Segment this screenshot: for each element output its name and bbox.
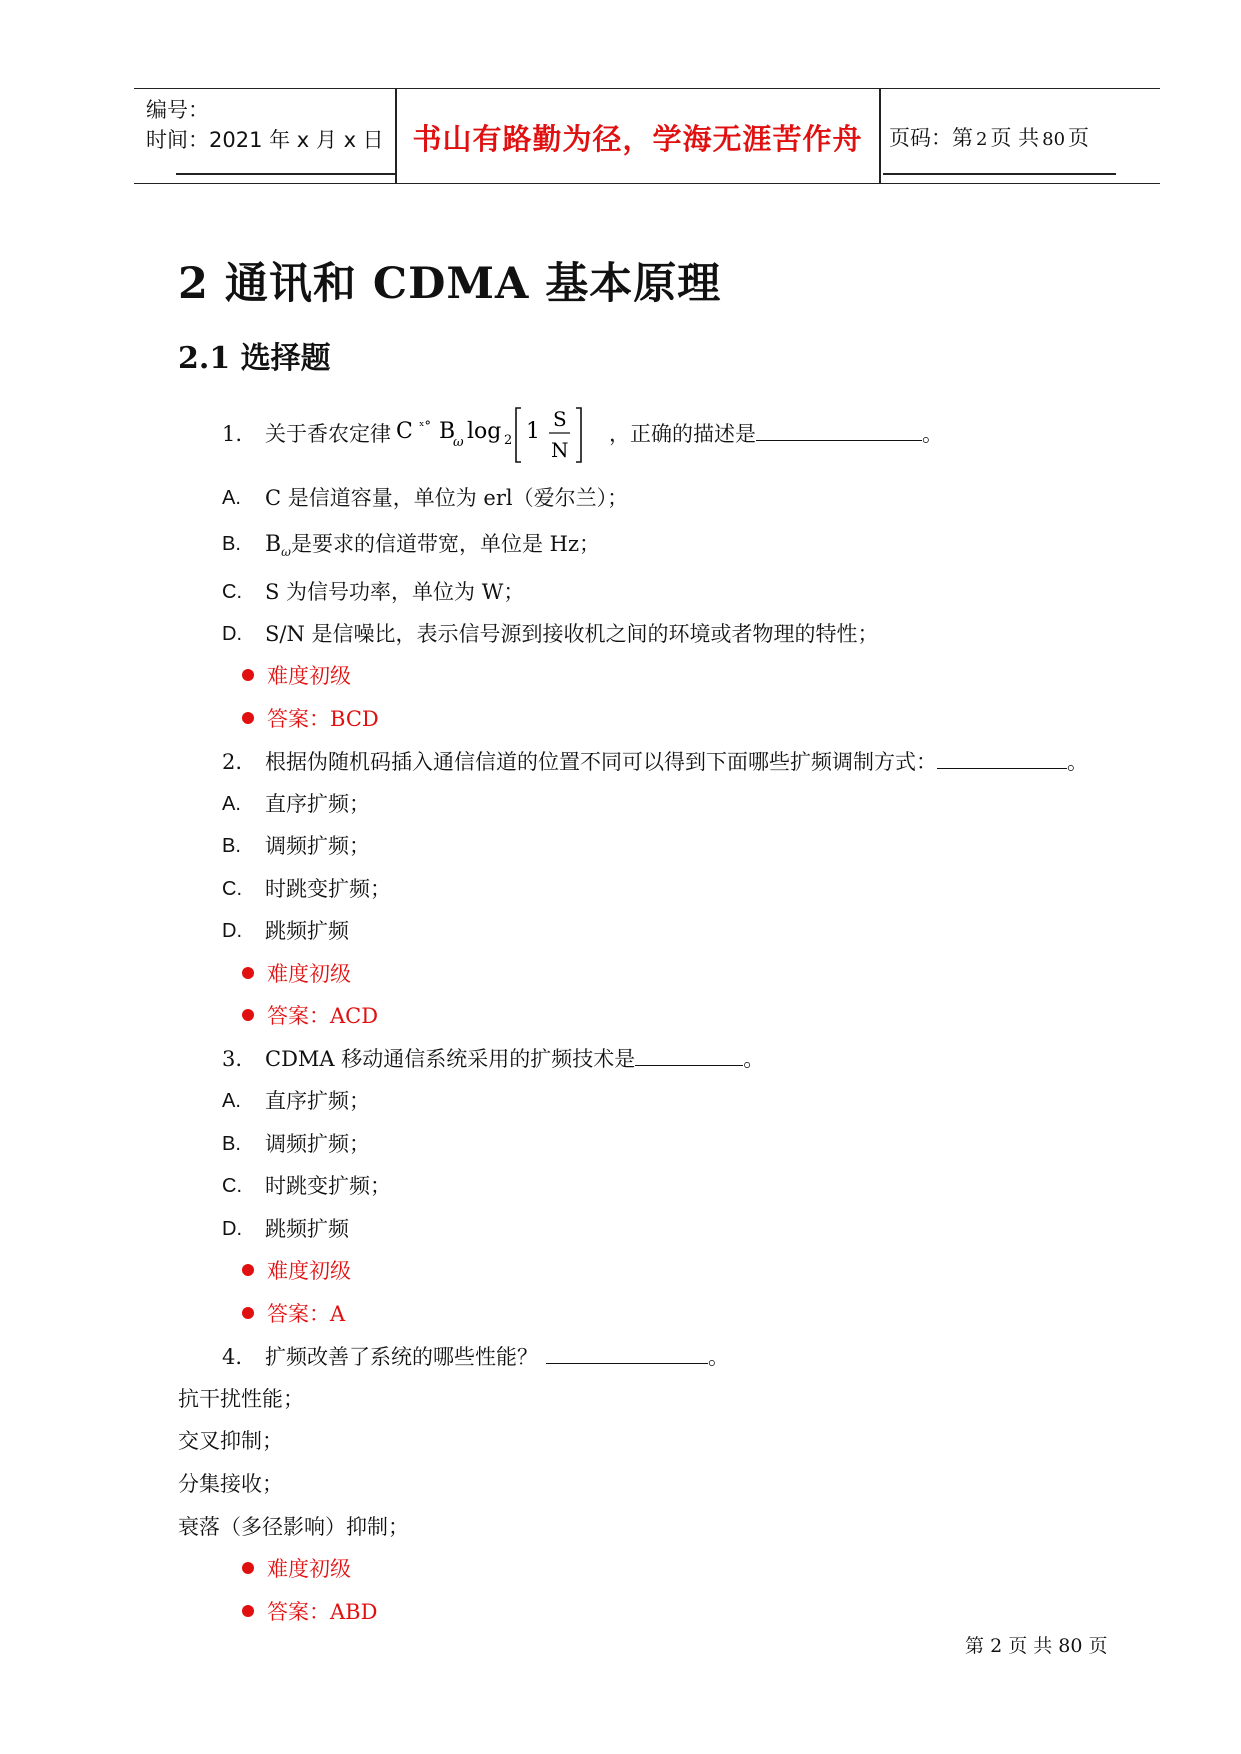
- option-text: S/N 是信噪比，表示信号源到接收机之间的环境或者物理的特性；: [265, 622, 879, 646]
- header-page-info: [889, 122, 1089, 152]
- bullet-icon: [242, 967, 254, 979]
- option-text: 分集接收；: [178, 1472, 283, 1496]
- answer-note: [242, 1002, 378, 1030]
- option-text: 抗干扰性能；: [178, 1387, 304, 1411]
- page-header: [134, 88, 1160, 184]
- option-text: 调频扩频；: [265, 834, 370, 858]
- option-symbol: B: [265, 532, 282, 557]
- option-letter: A.: [222, 487, 241, 509]
- answer-blank: [937, 748, 1067, 769]
- question-end: 。: [1067, 750, 1088, 774]
- question-line-tail: [609, 420, 943, 448]
- answer-note: [242, 705, 379, 733]
- option-letter: A.: [222, 793, 241, 815]
- option-symbol-sub: ω: [281, 545, 291, 560]
- footer-suffix: 页: [1088, 1635, 1108, 1657]
- header-divider: [879, 89, 881, 183]
- question-end: 。: [708, 1345, 729, 1369]
- option-letter: C.: [222, 878, 242, 900]
- section-title: 2.1 选择题: [178, 341, 331, 376]
- option-text: 衰落（多径影响）抑制；: [178, 1515, 409, 1539]
- page-prefix: 页码：第: [889, 126, 973, 150]
- difficulty-note: [242, 1257, 351, 1285]
- shannon-formula: [396, 404, 606, 466]
- answer-text: 答案：ABD: [267, 1600, 378, 1624]
- footer-page-number: 2: [990, 1635, 1003, 1657]
- formula-one: 1: [526, 419, 540, 444]
- bullet-icon: [242, 1562, 254, 1574]
- answer-note: [242, 1598, 377, 1626]
- option-text: [265, 530, 600, 566]
- answer-text: 答案：A: [267, 1302, 346, 1326]
- question-end: 。: [743, 1047, 765, 1071]
- footer-mid: 页 共: [1008, 1635, 1053, 1657]
- question-text: [265, 1343, 729, 1371]
- question-number: 1.: [222, 422, 243, 446]
- header-underline: [176, 173, 395, 175]
- bullet-icon: [242, 1307, 254, 1319]
- difficulty-text: 难度初级: [267, 664, 351, 688]
- option-text: S 为信号功率，单位为 W；: [265, 580, 525, 604]
- option-text-rest: 是要求的信道带宽，单位是 Hz；: [290, 532, 601, 556]
- answer-blank: [756, 420, 922, 441]
- question-text-after: ，正确的描述是: [609, 422, 756, 446]
- bullet-icon: [242, 1009, 254, 1021]
- difficulty-note: [242, 662, 351, 690]
- formula-numerator: S: [553, 407, 567, 431]
- question-number: 2.: [222, 750, 243, 774]
- bullet-icon: [242, 669, 254, 681]
- answer-blank: [635, 1045, 743, 1066]
- option-letter: B.: [222, 533, 241, 555]
- option-letter: A.: [222, 1090, 241, 1112]
- footer-prefix: 第: [965, 1635, 985, 1657]
- option-letter: C.: [222, 581, 242, 603]
- difficulty-text: 难度初级: [267, 1557, 351, 1581]
- option-letter: D.: [222, 920, 242, 942]
- difficulty-text: 难度初级: [267, 962, 351, 986]
- bullet-icon: [242, 1264, 254, 1276]
- header-meta: [146, 95, 384, 155]
- bullet-icon: [242, 712, 254, 724]
- option-text: C 是信道容量，单位为 erl（爱尔兰）；: [265, 486, 629, 510]
- difficulty-note: [242, 1555, 351, 1583]
- page-mid: 页 共: [990, 126, 1040, 150]
- question-text: [265, 1045, 764, 1073]
- question-text: [265, 748, 1088, 776]
- footer-page-total: 80: [1058, 1635, 1083, 1657]
- question-text-content: 根据伪随机码插入通信信道的位置不同可以得到下面哪些扩频调制方式：: [265, 750, 937, 774]
- formula-lhs: C: [396, 419, 413, 444]
- answer-text: 答案：ACD: [267, 1004, 379, 1028]
- option-text: 直序扩频；: [265, 792, 370, 816]
- option-text: 直序扩频；: [265, 1089, 370, 1113]
- difficulty-text: 难度初级: [267, 1259, 351, 1283]
- formula-log: log: [467, 419, 502, 444]
- option-text: 交叉抑制；: [178, 1429, 283, 1453]
- formula-right-bracket: [576, 408, 581, 462]
- chapter-title: 2 通讯和 CDMA 基本原理: [178, 259, 722, 309]
- formula-denominator: N: [551, 438, 569, 462]
- formula-operator: ˣ°: [419, 419, 432, 434]
- option-text: 跳频扩频: [265, 919, 349, 943]
- number-label: 编号：: [146, 98, 209, 122]
- question-number: 4.: [222, 1345, 243, 1369]
- question-text-content: CDMA 移动通信系统采用的扩频技术是: [265, 1047, 636, 1071]
- question-number: 3.: [222, 1047, 243, 1071]
- time-label: 时间：2021 年 x 月 x 日: [146, 128, 384, 152]
- option-letter: C.: [222, 1175, 242, 1197]
- bullet-icon: [242, 1605, 254, 1617]
- page-suffix: 页: [1068, 126, 1090, 150]
- option-text: 时跳变扩频；: [265, 1174, 391, 1198]
- page-footer: [965, 1631, 1108, 1658]
- answer-text: 答案：BCD: [267, 707, 379, 731]
- question-end: 。: [922, 422, 943, 446]
- formula-left-bracket: [516, 408, 521, 462]
- formula-omega: ω: [453, 435, 464, 450]
- option-letter: B.: [222, 835, 241, 857]
- answer-note: [242, 1300, 345, 1328]
- formula-bandwidth: B: [439, 419, 456, 444]
- option-letter: B.: [222, 1133, 241, 1155]
- answer-blank: [546, 1343, 708, 1364]
- difficulty-note: [242, 960, 351, 988]
- page-number: 2: [976, 129, 988, 150]
- question-text-before: 关于香农定律: [265, 422, 391, 446]
- formula-log-base: 2: [504, 433, 513, 448]
- page-total: 80: [1042, 129, 1066, 150]
- question-text-content: 扩频改善了系统的哪些性能？: [265, 1345, 538, 1369]
- header-motto: 书山有路勤为径，学海无涯苦作舟: [412, 122, 863, 156]
- option-text: 时跳变扩频；: [265, 877, 391, 901]
- option-text: 跳频扩频: [265, 1217, 349, 1241]
- option-letter: D.: [222, 1218, 242, 1240]
- option-text: 调频扩频；: [265, 1132, 370, 1156]
- header-underline: [883, 173, 1116, 175]
- option-letter: D.: [222, 623, 242, 645]
